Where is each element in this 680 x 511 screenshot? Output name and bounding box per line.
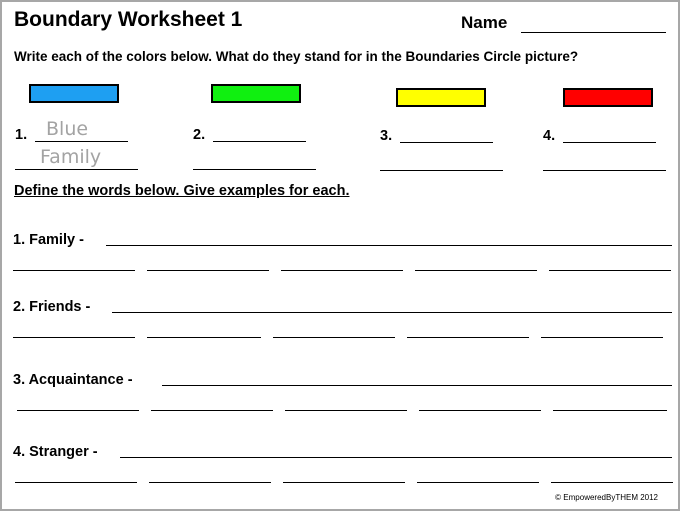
term-acquaintance-example-line[interactable] (553, 410, 667, 411)
color-meaning-line-4[interactable] (543, 170, 666, 171)
color-meaning-1: Family (40, 146, 102, 168)
define-heading: Define the words below. Give examples for each. (14, 183, 350, 199)
worksheet-title: Boundary Worksheet 1 (14, 8, 243, 31)
term-friends-example-line[interactable] (147, 337, 261, 338)
color-swatch-1 (29, 84, 119, 103)
color-swatch-2 (211, 84, 301, 103)
term-stranger-example-line[interactable] (417, 482, 539, 483)
term-friends-example-line[interactable] (13, 337, 135, 338)
name-field-line[interactable] (521, 32, 666, 33)
copyright-footer: © EmpoweredByTHEM 2012 (555, 493, 658, 502)
term-family-definition-line[interactable] (106, 245, 672, 246)
term-family-example-line[interactable] (147, 270, 269, 271)
term-family-example-line[interactable] (13, 270, 135, 271)
color-answer-line-3[interactable] (400, 142, 493, 143)
term-stranger-example-line[interactable] (15, 482, 137, 483)
term-friends-example-line[interactable] (541, 337, 663, 338)
term-stranger-example-line[interactable] (283, 482, 405, 483)
color-number-3: 3. (380, 128, 393, 144)
color-answer-line-4[interactable] (563, 142, 656, 143)
term-acquaintance-example-line[interactable] (151, 410, 273, 411)
color-instructions: Write each of the colors below. What do they stand for in the Boundaries Circle picture? (14, 49, 579, 64)
color-number-2: 2. (193, 127, 206, 143)
color-number-4: 4. (543, 128, 556, 144)
term-friends-label: 2. Friends - (13, 299, 91, 315)
color-swatch-3 (396, 88, 486, 107)
color-answer-line-2[interactable] (213, 141, 306, 142)
color-meaning-line-1[interactable] (15, 169, 138, 170)
color-swatch-4 (563, 88, 653, 107)
color-answer-1: Blue (46, 118, 89, 140)
name-label: Name (461, 13, 508, 32)
term-stranger-definition-line[interactable] (120, 457, 672, 458)
color-number-1: 1. (15, 127, 28, 143)
term-friends-example-line[interactable] (407, 337, 529, 338)
term-acquaintance-example-line[interactable] (419, 410, 541, 411)
color-meaning-line-3[interactable] (380, 170, 503, 171)
term-family-example-line[interactable] (281, 270, 403, 271)
term-stranger-example-line[interactable] (551, 482, 673, 483)
term-family-example-line[interactable] (415, 270, 537, 271)
term-acquaintance-label: 3. Acquaintance - (13, 372, 133, 388)
color-answer-line-1[interactable] (35, 141, 128, 142)
term-friends-example-line[interactable] (273, 337, 395, 338)
term-family-label: 1. Family - (13, 232, 84, 248)
color-meaning-line-2[interactable] (193, 169, 316, 170)
term-acquaintance-example-line[interactable] (17, 410, 139, 411)
term-acquaintance-example-line[interactable] (285, 410, 407, 411)
term-friends-definition-line[interactable] (112, 312, 672, 313)
term-stranger-example-line[interactable] (149, 482, 271, 483)
term-acquaintance-definition-line[interactable] (162, 385, 672, 386)
term-family-example-line[interactable] (549, 270, 671, 271)
term-stranger-label: 4. Stranger - (13, 444, 98, 460)
